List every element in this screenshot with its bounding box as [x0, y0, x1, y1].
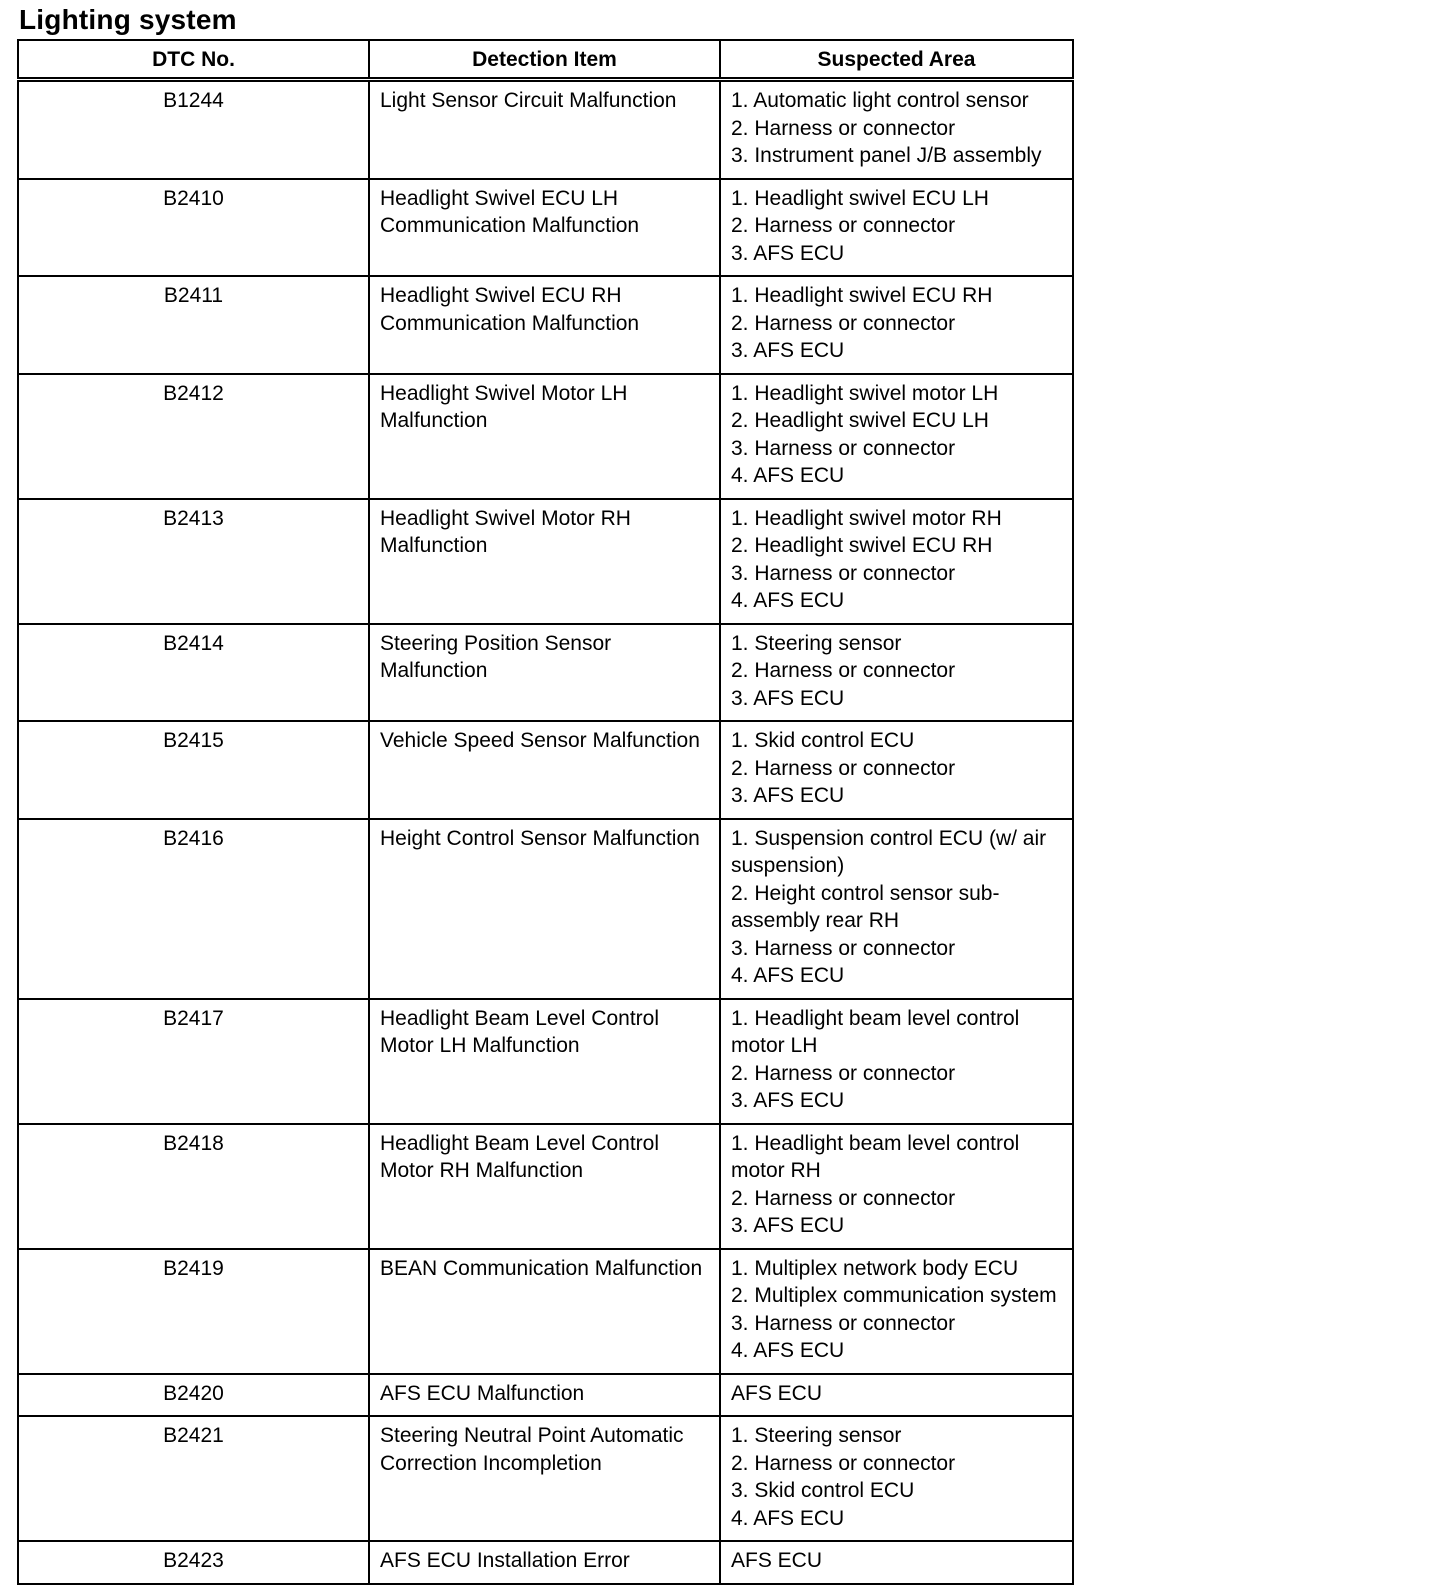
detection-item-cell: Light Sensor Circuit Malfunction: [369, 80, 720, 179]
suspected-area-line: 2. Multiplex communication system: [731, 1284, 1057, 1307]
detection-item-cell: Steering Neutral Point Automatic Correction Incompletion: [369, 1416, 720, 1541]
suspected-area-line: 4. AFS ECU: [731, 1506, 845, 1530]
detection-item-cell: Steering Position Sensor Malfunction: [369, 624, 720, 722]
detection-item-cell: Vehicle Speed Sensor Malfunction: [369, 721, 720, 819]
table-row: [18, 819, 1073, 999]
table-row: [18, 80, 1073, 179]
suspected-area-cell: [720, 999, 1073, 1124]
suspected-area-line: 4. AFS ECU: [731, 1339, 845, 1362]
detection-item-cell: Headlight Beam Level Control Motor LH Malfunction: [369, 999, 720, 1124]
dtc-code-cell: B2419: [18, 1249, 369, 1374]
suspected-area-line: 2. Harness or connector: [731, 116, 956, 140]
dtc-code-cell: B2421: [18, 1416, 369, 1541]
dtc-code-cell: B2416: [18, 819, 369, 999]
table-row: [18, 999, 1073, 1124]
table-row: [18, 1249, 1073, 1374]
suspected-area-line: 1. Headlight swivel motor RH: [731, 506, 1002, 530]
suspected-area-line: 3. Skid control ECU: [731, 1479, 915, 1502]
dtc-code-cell: B2413: [18, 499, 369, 624]
suspected-area-line: 2. Harness or connector: [731, 1186, 956, 1210]
dtc-code-cell: B2417: [18, 999, 369, 1124]
suspected-area-cell: [720, 721, 1073, 819]
table-body: [18, 80, 1073, 1584]
suspected-area-line: 2. Harness or connector: [731, 214, 956, 237]
detection-item-cell: AFS ECU Malfunction: [369, 1374, 720, 1417]
suspected-area-line: 3. AFS ECU: [731, 1214, 845, 1237]
suspected-area-line: 1. Headlight swivel motor LH: [731, 381, 999, 405]
suspected-area-line: 1. Skid control ECU: [731, 729, 915, 752]
suspected-area-line: 3. AFS ECU: [731, 339, 845, 362]
suspected-area-line: 2. Height control sensor sub-assembly rear RH: [731, 881, 1000, 932]
detection-item-cell: Headlight Beam Level Control Motor RH Malfunction: [369, 1124, 720, 1249]
suspected-area-line: 1. Automatic light control sensor: [731, 89, 1029, 112]
suspected-area-line: 1. Steering sensor: [731, 1424, 902, 1447]
suspected-area-line: 4. AFS ECU: [731, 589, 845, 612]
detection-item-cell: Headlight Swivel Motor RH Malfunction: [369, 499, 720, 624]
suspected-area-line: 3. AFS ECU: [731, 241, 845, 265]
suspected-area-line: 2. Headlight swivel ECU RH: [731, 534, 993, 557]
suspected-area-cell: [720, 1416, 1073, 1541]
suspected-area-cell: [720, 1124, 1073, 1249]
suspected-area-line: 1. Suspension control ECU (w/ air suspension): [731, 826, 1047, 877]
table-row: [18, 374, 1073, 499]
dtc-table: [17, 39, 1074, 1585]
suspected-area-line: 4. AFS ECU: [731, 964, 845, 987]
dtc-code-cell: B2415: [18, 721, 369, 819]
dtc-code-cell: B2418: [18, 1124, 369, 1249]
header-detection-item: Detection Item: [369, 40, 720, 80]
suspected-area-line: 4. AFS ECU: [731, 464, 845, 487]
dtc-code-cell: B2423: [18, 1541, 369, 1584]
suspected-area-cell: [720, 499, 1073, 624]
suspected-area-line: 3. Harness or connector: [731, 936, 956, 960]
table-row: [18, 1374, 1073, 1417]
dtc-code-cell: B2411: [18, 276, 369, 374]
dtc-code-cell: B2414: [18, 624, 369, 722]
detection-item-cell: BEAN Communication Malfunction: [369, 1249, 720, 1374]
suspected-area-line: 1. Headlight beam level control motor RH: [731, 1131, 1020, 1182]
suspected-area-line: 2. Headlight swivel ECU LH: [731, 409, 989, 432]
dtc-code-cell: B2412: [18, 374, 369, 499]
detection-item-cell: Headlight Swivel ECU LH Communication Malfunction: [369, 179, 720, 277]
suspected-area-line: 3. AFS ECU: [731, 784, 845, 807]
suspected-area-line: 2. Harness or connector: [731, 1061, 956, 1085]
suspected-area-line: 2. Harness or connector: [731, 1451, 956, 1475]
detection-item-cell: Headlight Swivel ECU RH Communication Malfunction: [369, 276, 720, 374]
table-row: [18, 1416, 1073, 1541]
dtc-code-cell: B2410: [18, 179, 369, 277]
table-row: [18, 721, 1073, 819]
suspected-area-line: 1. Headlight beam level control motor LH: [731, 1006, 1020, 1057]
table-row: [18, 1124, 1073, 1249]
suspected-area-line: 1. Headlight swivel ECU RH: [731, 284, 993, 307]
dtc-code-cell: B2420: [18, 1374, 369, 1417]
suspected-area-line: 3. Harness or connector: [731, 436, 956, 460]
table-row: [18, 276, 1073, 374]
header-row: [18, 40, 1073, 80]
suspected-area-line: 1. Multiplex network body ECU: [731, 1256, 1019, 1280]
table-row: [18, 1541, 1073, 1584]
header-suspected-area: Suspected Area: [720, 40, 1073, 80]
suspected-area-cell: [720, 624, 1073, 722]
suspected-area-line: 1. Headlight swivel ECU LH: [731, 186, 989, 210]
page-title: Lighting system: [19, 4, 237, 35]
suspected-area-cell: [720, 1249, 1073, 1374]
suspected-area-cell: [720, 1374, 1073, 1417]
suspected-area-line: 2. Harness or connector: [731, 311, 956, 335]
detection-item-cell: AFS ECU Installation Error: [369, 1541, 720, 1584]
suspected-area-cell: [720, 179, 1073, 277]
table-header: [18, 40, 1073, 80]
table-row: [18, 624, 1073, 722]
suspected-area-line: 3. AFS ECU: [731, 1089, 845, 1112]
detection-item-cell: Height Control Sensor Malfunction: [369, 819, 720, 999]
suspected-area-line: AFS ECU: [731, 1549, 823, 1572]
suspected-area-line: AFS ECU: [731, 1381, 823, 1405]
suspected-area-line: 3. Harness or connector: [731, 561, 956, 585]
detection-item-cell: Headlight Swivel Motor LH Malfunction: [369, 374, 720, 499]
suspected-area-cell: [720, 374, 1073, 499]
suspected-area-line: 2. Harness or connector: [731, 756, 956, 780]
dtc-code-cell: B1244: [18, 80, 369, 179]
suspected-area-line: 2. Harness or connector: [731, 659, 956, 682]
suspected-area-line: 3. AFS ECU: [731, 686, 845, 710]
suspected-area-line: 3. Instrument panel J/B assembly: [731, 144, 1042, 167]
suspected-area-line: 3. Harness or connector: [731, 1311, 956, 1335]
table-row: [18, 499, 1073, 624]
table-row: [18, 179, 1073, 277]
suspected-area-cell: [720, 80, 1073, 179]
header-dtc-no: DTC No.: [18, 40, 369, 80]
suspected-area-line: 1. Steering sensor: [731, 631, 902, 655]
suspected-area-cell: [720, 276, 1073, 374]
suspected-area-cell: [720, 819, 1073, 999]
suspected-area-cell: [720, 1541, 1073, 1584]
